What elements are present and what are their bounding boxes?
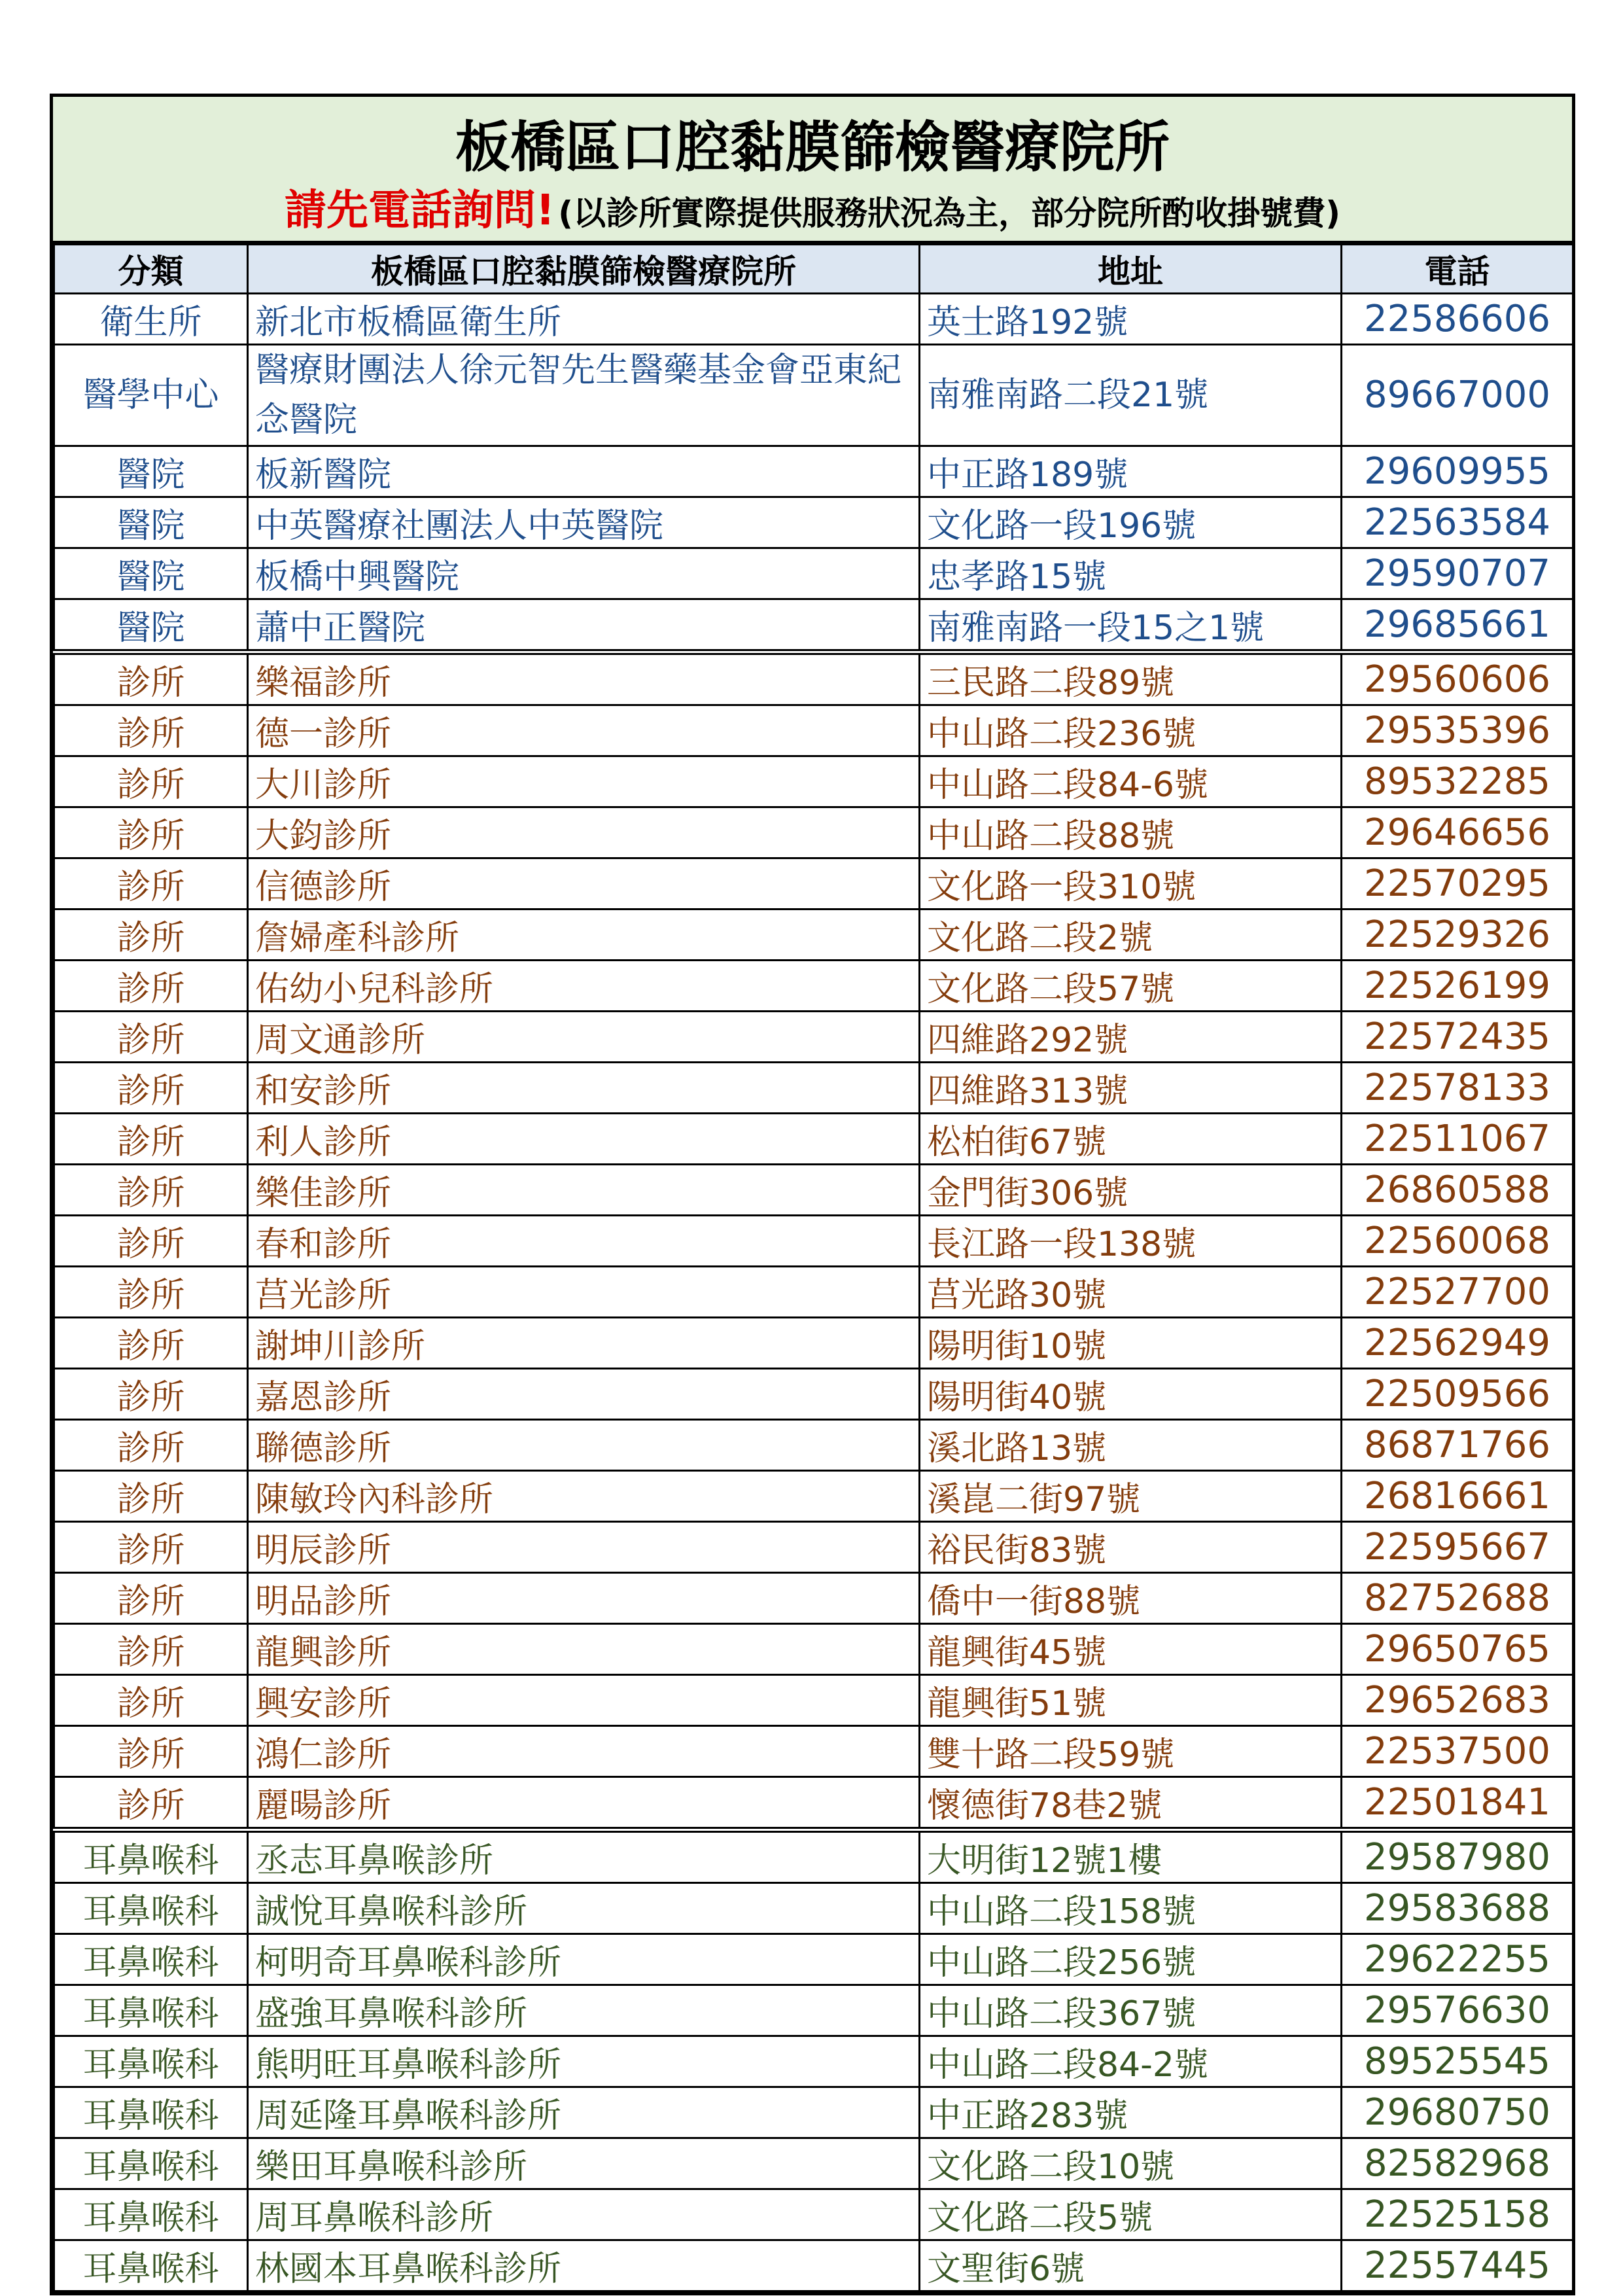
cell-address: 文化路二段2號 (920, 910, 1342, 961)
cell-address: 裕民街83號 (920, 1522, 1342, 1573)
cell-category: 醫院 (54, 548, 248, 599)
cell-category: 診所 (54, 807, 248, 858)
cell-category: 診所 (54, 858, 248, 910)
cell-name: 信德診所 (248, 858, 920, 910)
table-row (54, 446, 1573, 497)
cell-category: 診所 (54, 1471, 248, 1522)
table-row (54, 1114, 1573, 1165)
cell-name: 春和診所 (248, 1216, 920, 1267)
cell-category: 診所 (54, 652, 248, 705)
table-row (54, 1830, 1573, 1883)
cell-name: 明辰診所 (248, 1522, 920, 1573)
cell-name: 誠悅耳鼻喉科診所 (248, 1883, 920, 1934)
cell-address: 懷德街78巷2號 (920, 1777, 1342, 1830)
cell-phone: 26860588 (1342, 1165, 1573, 1216)
cell-phone: 22525158 (1342, 2189, 1573, 2240)
notice-line (53, 177, 1572, 237)
table-header-row (54, 245, 1573, 294)
table-row (54, 1726, 1573, 1777)
cell-name: 樂田耳鼻喉科診所 (248, 2138, 920, 2189)
table-body (54, 294, 1573, 2291)
column-header-name: 板橋區口腔黏膜篩檢醫療院所 (248, 245, 920, 294)
cell-phone: 22563584 (1342, 497, 1573, 548)
cell-category: 診所 (54, 1522, 248, 1573)
cell-address: 文化路二段5號 (920, 2189, 1342, 2240)
cell-category: 耳鼻喉科 (54, 1985, 248, 2036)
cell-phone: 22537500 (1342, 1726, 1573, 1777)
table-row (54, 1522, 1573, 1573)
cell-category: 診所 (54, 1063, 248, 1114)
cell-phone: 22509566 (1342, 1369, 1573, 1420)
cell-address: 溪崑二街97號 (920, 1471, 1342, 1522)
table-row (54, 858, 1573, 910)
cell-name: 大鈞診所 (248, 807, 920, 858)
cell-name: 佑幼小兒科診所 (248, 961, 920, 1012)
cell-address: 金門街306號 (920, 1165, 1342, 1216)
cell-address: 文聖街6號 (920, 2240, 1342, 2291)
cell-phone: 29685661 (1342, 599, 1573, 652)
cell-phone: 22501841 (1342, 1777, 1573, 1830)
cell-name: 莒光診所 (248, 1267, 920, 1318)
table-row (54, 1012, 1573, 1063)
cell-name: 陳敏玲內科診所 (248, 1471, 920, 1522)
table-row (54, 2138, 1573, 2189)
cell-address: 長江路一段138號 (920, 1216, 1342, 1267)
table-row (54, 705, 1573, 756)
cell-name: 板新醫院 (248, 446, 920, 497)
cell-category: 醫學中心 (54, 345, 248, 446)
cell-phone: 29609955 (1342, 446, 1573, 497)
table-row (54, 961, 1573, 1012)
cell-name: 大川診所 (248, 756, 920, 807)
cell-phone: 89532285 (1342, 756, 1573, 807)
cell-phone: 22527700 (1342, 1267, 1573, 1318)
table-row (54, 1267, 1573, 1318)
cell-address: 雙十路二段59號 (920, 1726, 1342, 1777)
cell-phone: 26816661 (1342, 1471, 1573, 1522)
cell-name: 明品診所 (248, 1573, 920, 1624)
cell-category: 耳鼻喉科 (54, 1830, 248, 1883)
cell-address: 南雅南路二段21號 (920, 345, 1342, 446)
cell-address: 中山路二段236號 (920, 705, 1342, 756)
table-row (54, 599, 1573, 652)
cell-category: 耳鼻喉科 (54, 2189, 248, 2240)
cell-address: 忠孝路15號 (920, 548, 1342, 599)
cell-address: 英士路192號 (920, 294, 1342, 345)
table-row (54, 1624, 1573, 1675)
table-row (54, 1883, 1573, 1934)
cell-phone: 22562949 (1342, 1318, 1573, 1369)
cell-category: 診所 (54, 1726, 248, 1777)
cell-address: 中正路283號 (920, 2087, 1342, 2138)
table-row (54, 2240, 1573, 2291)
cell-phone: 22570295 (1342, 858, 1573, 910)
cell-address: 松柏街67號 (920, 1114, 1342, 1165)
cell-phone: 29652683 (1342, 1675, 1573, 1726)
cell-phone: 29560606 (1342, 652, 1573, 705)
cell-phone: 22557445 (1342, 2240, 1573, 2291)
cell-phone: 29680750 (1342, 2087, 1573, 2138)
cell-name: 中英醫療社團法人中英醫院 (248, 497, 920, 548)
table-row (54, 1318, 1573, 1369)
cell-phone: 89667000 (1342, 345, 1573, 446)
cell-name: 聯德診所 (248, 1420, 920, 1471)
sheet-header (53, 97, 1572, 243)
table-row (54, 1420, 1573, 1471)
cell-name: 嘉恩診所 (248, 1369, 920, 1420)
clinic-table (53, 243, 1574, 2292)
cell-category: 診所 (54, 1165, 248, 1216)
cell-address: 莒光路30號 (920, 1267, 1342, 1318)
cell-address: 中山路二段256號 (920, 1934, 1342, 1985)
cell-phone: 29583688 (1342, 1883, 1573, 1934)
table-row (54, 2087, 1573, 2138)
table-row (54, 497, 1573, 548)
table-row (54, 652, 1573, 705)
cell-name: 盛強耳鼻喉科診所 (248, 1985, 920, 2036)
table-row (54, 1369, 1573, 1420)
service-note: (以診所實際提供服務狀況為主，部分院所酌收掛號費) (558, 194, 1340, 232)
table-row (54, 2189, 1573, 2240)
screening-list-sheet (50, 94, 1575, 2295)
cell-name: 蕭中正醫院 (248, 599, 920, 652)
cell-phone: 22511067 (1342, 1114, 1573, 1165)
cell-category: 耳鼻喉科 (54, 1934, 248, 1985)
cell-name: 醫療財團法人徐元智先生醫藥基金會亞東紀念醫院 (248, 345, 920, 446)
cell-category: 診所 (54, 1012, 248, 1063)
cell-category: 診所 (54, 961, 248, 1012)
cell-category: 耳鼻喉科 (54, 1883, 248, 1934)
cell-category: 診所 (54, 756, 248, 807)
column-header-phone: 電話 (1342, 245, 1573, 294)
cell-name: 詹婦產科診所 (248, 910, 920, 961)
cell-phone: 29646656 (1342, 807, 1573, 858)
cell-phone: 29535396 (1342, 705, 1573, 756)
table-row (54, 1063, 1573, 1114)
table-row (54, 1216, 1573, 1267)
cell-phone: 86871766 (1342, 1420, 1573, 1471)
cell-category: 診所 (54, 705, 248, 756)
cell-name: 興安診所 (248, 1675, 920, 1726)
cell-address: 文化路二段57號 (920, 961, 1342, 1012)
cell-phone: 22560068 (1342, 1216, 1573, 1267)
cell-phone: 22529326 (1342, 910, 1573, 961)
cell-category: 醫院 (54, 497, 248, 548)
cell-phone: 82752688 (1342, 1573, 1573, 1624)
cell-category: 診所 (54, 1624, 248, 1675)
cell-address: 大明街12號1樓 (920, 1830, 1342, 1883)
cell-address: 溪北路13號 (920, 1420, 1342, 1471)
cell-address: 龍興街45號 (920, 1624, 1342, 1675)
table-row (54, 1675, 1573, 1726)
cell-category: 診所 (54, 1777, 248, 1830)
cell-category: 診所 (54, 1573, 248, 1624)
cell-category: 診所 (54, 1420, 248, 1471)
cell-phone: 22595667 (1342, 1522, 1573, 1573)
cell-name: 樂佳診所 (248, 1165, 920, 1216)
cell-name: 謝坤川診所 (248, 1318, 920, 1369)
cell-address: 三民路二段89號 (920, 652, 1342, 705)
cell-phone: 22526199 (1342, 961, 1573, 1012)
cell-phone: 82582968 (1342, 2138, 1573, 2189)
cell-phone: 29576630 (1342, 1985, 1573, 2036)
cell-name: 周耳鼻喉科診所 (248, 2189, 920, 2240)
cell-category: 診所 (54, 1216, 248, 1267)
cell-address: 中山路二段84-6號 (920, 756, 1342, 807)
table-row (54, 1777, 1573, 1830)
cell-phone: 22586606 (1342, 294, 1573, 345)
call-first-warning: 請先電話詢問! (285, 186, 555, 235)
cell-name: 林國本耳鼻喉科診所 (248, 2240, 920, 2291)
cell-name: 柯明奇耳鼻喉科診所 (248, 1934, 920, 1985)
cell-name: 和安診所 (248, 1063, 920, 1114)
cell-category: 診所 (54, 1318, 248, 1369)
cell-category: 耳鼻喉科 (54, 2240, 248, 2291)
cell-address: 龍興街51號 (920, 1675, 1342, 1726)
cell-category: 診所 (54, 1267, 248, 1318)
cell-name: 新北市板橋區衛生所 (248, 294, 920, 345)
page-title: 板橋區口腔黏膜篩檢醫療院所 (455, 115, 1170, 179)
cell-address: 僑中一街88號 (920, 1573, 1342, 1624)
cell-name: 熊明旺耳鼻喉科診所 (248, 2036, 920, 2087)
table-row (54, 2036, 1573, 2087)
cell-name: 德一診所 (248, 705, 920, 756)
table-row (54, 1573, 1573, 1624)
cell-address: 陽明街40號 (920, 1369, 1342, 1420)
table-row (54, 294, 1573, 345)
table-row (54, 1165, 1573, 1216)
cell-name: 利人診所 (248, 1114, 920, 1165)
cell-name: 鴻仁診所 (248, 1726, 920, 1777)
cell-name: 麗暘診所 (248, 1777, 920, 1830)
cell-address: 文化路二段10號 (920, 2138, 1342, 2189)
cell-name: 板橋中興醫院 (248, 548, 920, 599)
cell-address: 文化路一段196號 (920, 497, 1342, 548)
column-header-category: 分類 (54, 245, 248, 294)
cell-category: 診所 (54, 1369, 248, 1420)
cell-address: 南雅南路一段15之1號 (920, 599, 1342, 652)
table-row (54, 548, 1573, 599)
cell-category: 診所 (54, 1675, 248, 1726)
cell-phone: 22572435 (1342, 1012, 1573, 1063)
cell-name: 龍興診所 (248, 1624, 920, 1675)
cell-address: 四維路313號 (920, 1063, 1342, 1114)
cell-category: 醫院 (54, 446, 248, 497)
cell-name: 周延隆耳鼻喉科診所 (248, 2087, 920, 2138)
cell-category: 衛生所 (54, 294, 248, 345)
cell-address: 中山路二段158號 (920, 1883, 1342, 1934)
cell-phone: 29587980 (1342, 1830, 1573, 1883)
cell-category: 診所 (54, 1114, 248, 1165)
cell-phone: 22578133 (1342, 1063, 1573, 1114)
table-row (54, 345, 1573, 446)
table-row (54, 756, 1573, 807)
table-row (54, 807, 1573, 858)
cell-category: 醫院 (54, 599, 248, 652)
cell-address: 四維路292號 (920, 1012, 1342, 1063)
cell-category: 耳鼻喉科 (54, 2087, 248, 2138)
cell-name: 樂福診所 (248, 652, 920, 705)
cell-address: 中山路二段88號 (920, 807, 1342, 858)
cell-category: 診所 (54, 910, 248, 961)
cell-phone: 29622255 (1342, 1934, 1573, 1985)
cell-address: 中山路二段84-2號 (920, 2036, 1342, 2087)
table-row (54, 910, 1573, 961)
table-row (54, 1934, 1573, 1985)
table-row (54, 1471, 1573, 1522)
cell-address: 中山路二段367號 (920, 1985, 1342, 2036)
cell-address: 中正路189號 (920, 446, 1342, 497)
cell-category: 耳鼻喉科 (54, 2036, 248, 2087)
table-row (54, 1985, 1573, 2036)
cell-address: 文化路一段310號 (920, 858, 1342, 910)
cell-name: 丞志耳鼻喉診所 (248, 1830, 920, 1883)
column-header-address: 地址 (920, 245, 1342, 294)
cell-category: 耳鼻喉科 (54, 2138, 248, 2189)
cell-name: 周文通診所 (248, 1012, 920, 1063)
cell-phone: 29590707 (1342, 548, 1573, 599)
cell-phone: 29650765 (1342, 1624, 1573, 1675)
cell-phone: 89525545 (1342, 2036, 1573, 2087)
cell-address: 陽明街10號 (920, 1318, 1342, 1369)
